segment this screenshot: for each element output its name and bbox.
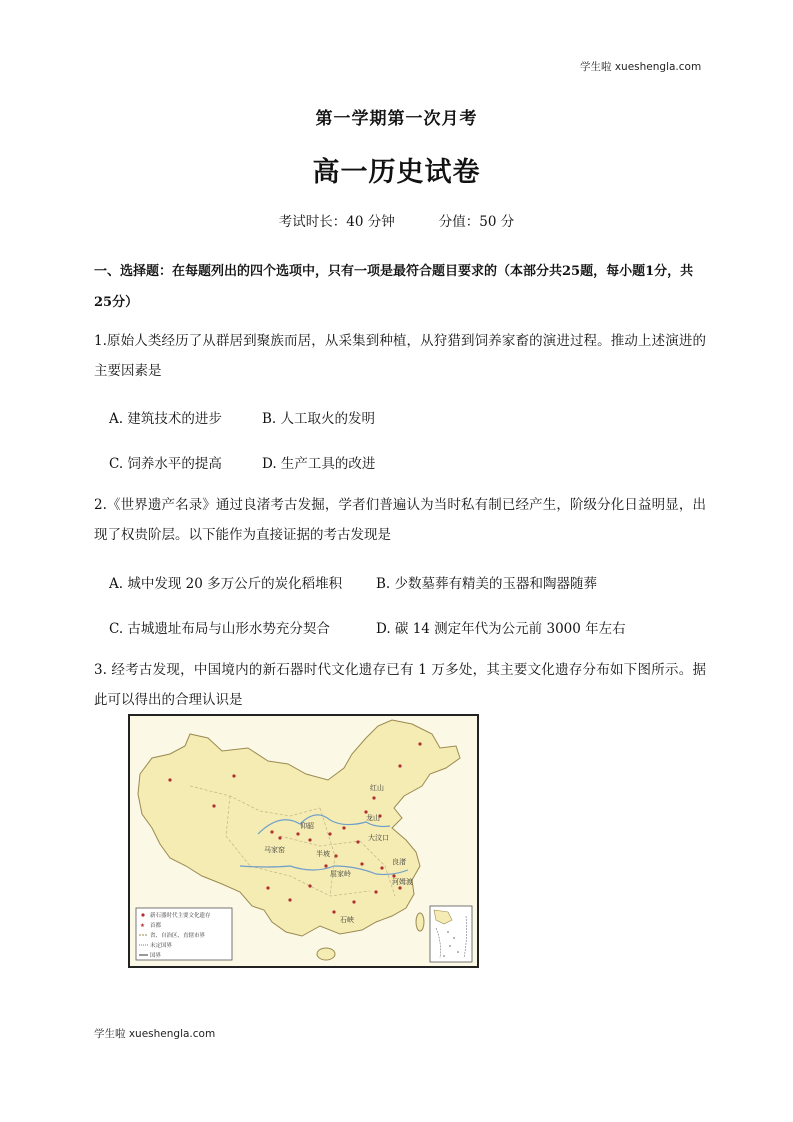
question-2-option-d: D. 碳 14 测定年代为公元前 3000 年左右 (376, 621, 626, 637)
site-label-dawenkou: 大汶口 (368, 834, 389, 842)
question-2-stem: 2.《世界遗产名录》通过良渚考古发掘，学者们普遍认为当时私有制已经产生，阶级分化日益明显，出现了权贵阶层。以下能作为直接证据的考古发现是 (94, 497, 706, 543)
site-label-qujialing: 屈家岭 (330, 870, 351, 878)
site-label-majiayao: 马家窑 (264, 846, 285, 854)
site-label-longshan: 龙山 (366, 814, 380, 822)
hainan-island (317, 948, 335, 960)
exam-duration: 考试时长：40 分钟 (278, 214, 395, 230)
question-2-option-a: A. 城中发现 20 多万公斤的炭化稻堆积 (109, 576, 343, 592)
neolithic-sites-map (128, 714, 479, 968)
legend-undetermined: 未定国界 (150, 943, 173, 949)
legend-capital: 首都 (150, 923, 162, 929)
question-1-stem: 1.原始人类经历了从群居到聚族而居，从采集到种植，从狩猎到饲养家畜的演进过程。推动上述演进的主要因素是 (94, 333, 706, 379)
site-label-hemudu: 河姆渡 (392, 878, 413, 886)
exam-score: 分值：50 分 (438, 214, 515, 230)
section-heading: 一、选择题：在每题列出的四个选项中，只有一项是最符合题目要求的（本部分共25题，每小题1分，共25分） (94, 264, 694, 310)
exam-subtitle: 第一学期第一次月考 (315, 109, 478, 129)
site-label-banpo: 半坡 (316, 850, 330, 858)
exam-title: 高一历史试卷 (312, 157, 481, 188)
question-1-option-c: C. 饲养水平的提高 (109, 456, 222, 472)
map-legend (136, 908, 232, 960)
question-3-stem: 3. 经考古发现，中国境内的新石器时代文化遗存已有 1 万多处，其主要文化遗存分布如下图所示。据此可以得出的合理认识是 (94, 662, 706, 708)
south-china-sea-inset (430, 906, 472, 962)
exam-info (0, 210, 793, 230)
site-label-yangshao: 仰韶 (300, 822, 314, 830)
site-label-liangzhu: 良渚 (392, 858, 406, 866)
taiwan-island (416, 913, 424, 931)
question-1-option-a: A. 建筑技术的进步 (109, 411, 222, 427)
china-map-figure (130, 716, 477, 966)
question-2-option-b: B. 少数墓葬有精美的玉器和陶器随葬 (376, 576, 598, 592)
china-land-shape (138, 720, 460, 936)
legend-province: 省、自治区、直辖市界 (150, 933, 206, 939)
site-label-hongshan: 红山 (370, 784, 384, 792)
svg-text:★: ★ (140, 923, 145, 929)
legend-border: 国界 (150, 953, 162, 959)
question-2-option-c: C. 古城遗址布局与山形水势充分契合 (109, 621, 330, 637)
question-1-option-b: B. 人工取火的发明 (262, 411, 376, 427)
footer-site: 学生啦 xueshengla.com (94, 1028, 216, 1040)
site-label-shixia: 石峡 (340, 916, 354, 924)
question-1-option-d: D. 生产工具的改进 (262, 456, 376, 472)
legend-sites: 新石器时代主要文化遗存 (150, 913, 211, 919)
header-site: 学生啦 xueshengla.com (580, 61, 702, 73)
